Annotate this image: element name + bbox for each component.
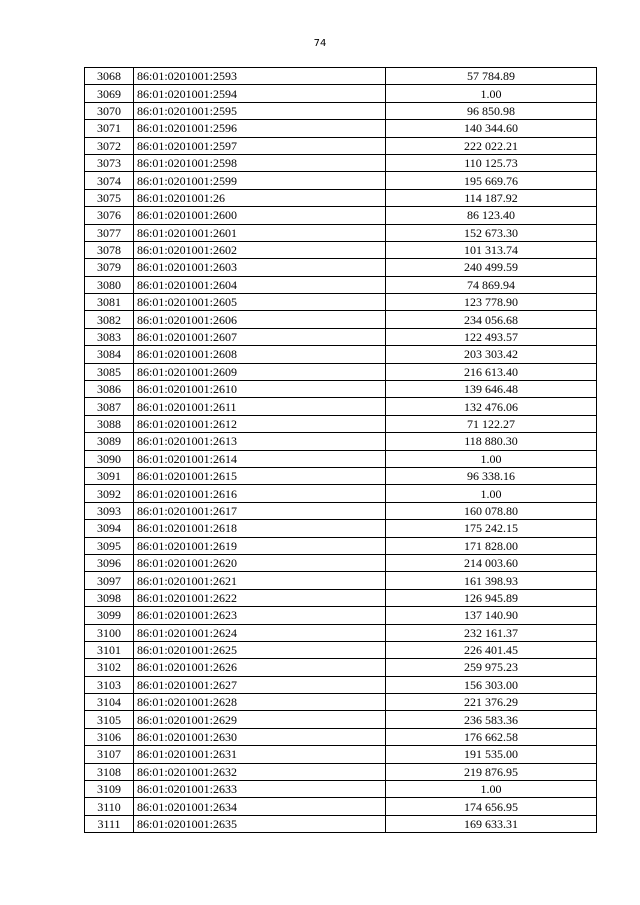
table-row: [85, 711, 597, 728]
cadastral-value: 226 401.45: [386, 641, 597, 658]
table-row: [85, 68, 597, 85]
table-row: [85, 154, 597, 171]
cadastral-value: 1.00: [386, 450, 597, 467]
cadastral-number: 86:01:0201001:2596: [134, 120, 386, 137]
cadastral-number: 86:01:0201001:2593: [134, 68, 386, 85]
table-row: [85, 450, 597, 467]
row-number: 3107: [85, 746, 134, 763]
row-number: 3099: [85, 607, 134, 624]
cadastral-number: 86:01:0201001:2632: [134, 763, 386, 780]
cadastral-value: 140 344.60: [386, 120, 597, 137]
table-row: [85, 433, 597, 450]
table-row: [85, 485, 597, 502]
cadastral-number: 86:01:0201001:2608: [134, 346, 386, 363]
table-row: [85, 554, 597, 571]
cadastral-value: 152 673.30: [386, 224, 597, 241]
cadastral-value: 1.00: [386, 485, 597, 502]
cadastral-number: 86:01:0201001:2634: [134, 798, 386, 815]
row-number: 3095: [85, 537, 134, 554]
cadastral-value: 110 125.73: [386, 154, 597, 171]
cadastral-value: 139 646.48: [386, 381, 597, 398]
row-number: 3098: [85, 589, 134, 606]
table-row: [85, 589, 597, 606]
table-row: [85, 467, 597, 484]
row-number: 3105: [85, 711, 134, 728]
cadastral-number: 86:01:0201001:2600: [134, 207, 386, 224]
cadastral-number: 86:01:0201001:2594: [134, 85, 386, 102]
row-number: 3083: [85, 328, 134, 345]
row-number: 3085: [85, 363, 134, 380]
cadastral-number: 86:01:0201001:2628: [134, 694, 386, 711]
cadastral-value: 195 669.76: [386, 172, 597, 189]
cadastral-number: 86:01:0201001:26: [134, 189, 386, 206]
cadastral-number: 86:01:0201001:2624: [134, 624, 386, 641]
row-number: 3074: [85, 172, 134, 189]
table-row: [85, 572, 597, 589]
table-row: [85, 346, 597, 363]
row-number: 3097: [85, 572, 134, 589]
cadastral-number: 86:01:0201001:2622: [134, 589, 386, 606]
cadastral-number: 86:01:0201001:2614: [134, 450, 386, 467]
cadastral-value: 122 493.57: [386, 328, 597, 345]
row-number: 3073: [85, 154, 134, 171]
cadastral-value: 216 613.40: [386, 363, 597, 380]
row-number: 3109: [85, 781, 134, 798]
cadastral-value: 132 476.06: [386, 398, 597, 415]
cadastral-value: 71 122.27: [386, 415, 597, 432]
row-number: 3091: [85, 467, 134, 484]
cadastral-number: 86:01:0201001:2635: [134, 815, 386, 832]
row-number: 3071: [85, 120, 134, 137]
cadastral-value: 191 535.00: [386, 746, 597, 763]
cadastral-value: 96 338.16: [386, 467, 597, 484]
table-row: [85, 85, 597, 102]
cadastral-number: 86:01:0201001:2609: [134, 363, 386, 380]
table-row: [85, 328, 597, 345]
cadastral-value-table: [84, 67, 597, 833]
row-number: 3082: [85, 311, 134, 328]
table-row: [85, 415, 597, 432]
cadastral-value: 169 633.31: [386, 815, 597, 832]
cadastral-value: 240 499.59: [386, 259, 597, 276]
row-number: 3106: [85, 728, 134, 745]
table-row: [85, 398, 597, 415]
cadastral-number: 86:01:0201001:2595: [134, 102, 386, 119]
row-number: 3072: [85, 137, 134, 154]
table-row: [85, 659, 597, 676]
row-number: 3090: [85, 450, 134, 467]
cadastral-value: 160 078.80: [386, 502, 597, 519]
row-number: 3110: [85, 798, 134, 815]
cadastral-number: 86:01:0201001:2606: [134, 311, 386, 328]
table-row: [85, 311, 597, 328]
table-row: [85, 189, 597, 206]
cadastral-value: 222 022.21: [386, 137, 597, 154]
cadastral-number: 86:01:0201001:2619: [134, 537, 386, 554]
row-number: 3079: [85, 259, 134, 276]
cadastral-number: 86:01:0201001:2626: [134, 659, 386, 676]
table-row: [85, 624, 597, 641]
row-number: 3087: [85, 398, 134, 415]
cadastral-number: 86:01:0201001:2598: [134, 154, 386, 171]
cadastral-number: 86:01:0201001:2615: [134, 467, 386, 484]
row-number: 3075: [85, 189, 134, 206]
row-number: 3088: [85, 415, 134, 432]
cadastral-value: 101 313.74: [386, 241, 597, 258]
cadastral-value: 1.00: [386, 85, 597, 102]
table-row: [85, 676, 597, 693]
cadastral-value: 57 784.89: [386, 68, 597, 85]
row-number: 3100: [85, 624, 134, 641]
row-number: 3092: [85, 485, 134, 502]
cadastral-value: 171 828.00: [386, 537, 597, 554]
cadastral-number: 86:01:0201001:2599: [134, 172, 386, 189]
table-row: [85, 276, 597, 293]
cadastral-value: 175 242.15: [386, 520, 597, 537]
cadastral-value: 174 656.95: [386, 798, 597, 815]
row-number: 3096: [85, 554, 134, 571]
row-number: 3108: [85, 763, 134, 780]
cadastral-value: 96 850.98: [386, 102, 597, 119]
cadastral-value: 74 869.94: [386, 276, 597, 293]
row-number: 3069: [85, 85, 134, 102]
cadastral-value: 114 187.92: [386, 189, 597, 206]
cadastral-number: 86:01:0201001:2611: [134, 398, 386, 415]
table-row: [85, 502, 597, 519]
table-row: [85, 641, 597, 658]
row-number: 3102: [85, 659, 134, 676]
row-number: 3089: [85, 433, 134, 450]
cadastral-value: 118 880.30: [386, 433, 597, 450]
row-number: 3081: [85, 294, 134, 311]
cadastral-number: 86:01:0201001:2610: [134, 381, 386, 398]
cadastral-number: 86:01:0201001:2630: [134, 728, 386, 745]
cadastral-number: 86:01:0201001:2625: [134, 641, 386, 658]
row-number: 3084: [85, 346, 134, 363]
table-row: [85, 224, 597, 241]
cadastral-number: 86:01:0201001:2604: [134, 276, 386, 293]
cadastral-value: 161 398.93: [386, 572, 597, 589]
table-row: [85, 120, 597, 137]
cadastral-number: 86:01:0201001:2620: [134, 554, 386, 571]
page-number: 74: [313, 38, 327, 49]
cadastral-number: 86:01:0201001:2621: [134, 572, 386, 589]
cadastral-number: 86:01:0201001:2601: [134, 224, 386, 241]
cadastral-value: 126 945.89: [386, 589, 597, 606]
cadastral-value: 203 303.42: [386, 346, 597, 363]
cadastral-value: 137 140.90: [386, 607, 597, 624]
table-row: [85, 607, 597, 624]
table-row: [85, 798, 597, 815]
table-row: [85, 241, 597, 258]
row-number: 3101: [85, 641, 134, 658]
row-number: 3111: [85, 815, 134, 832]
row-number: 3070: [85, 102, 134, 119]
row-number: 3104: [85, 694, 134, 711]
cadastral-number: 86:01:0201001:2629: [134, 711, 386, 728]
table-body: [85, 68, 597, 833]
cadastral-value: 156 303.00: [386, 676, 597, 693]
cadastral-number: 86:01:0201001:2616: [134, 485, 386, 502]
table-row: [85, 207, 597, 224]
cadastral-value: 1.00: [386, 781, 597, 798]
row-number: 3080: [85, 276, 134, 293]
table-row: [85, 102, 597, 119]
cadastral-number: 86:01:0201001:2623: [134, 607, 386, 624]
cadastral-number: 86:01:0201001:2617: [134, 502, 386, 519]
table-row: [85, 746, 597, 763]
cadastral-number: 86:01:0201001:2597: [134, 137, 386, 154]
cadastral-value: 86 123.40: [386, 207, 597, 224]
cadastral-number: 86:01:0201001:2613: [134, 433, 386, 450]
table-row: [85, 137, 597, 154]
table-row: [85, 363, 597, 380]
cadastral-number: 86:01:0201001:2618: [134, 520, 386, 537]
cadastral-value: 219 876.95: [386, 763, 597, 780]
row-number: 3103: [85, 676, 134, 693]
table-row: [85, 381, 597, 398]
cadastral-value: 176 662.58: [386, 728, 597, 745]
row-number: 3077: [85, 224, 134, 241]
table-row: [85, 728, 597, 745]
row-number: 3078: [85, 241, 134, 258]
row-number: 3068: [85, 68, 134, 85]
table-row: [85, 172, 597, 189]
cadastral-number: 86:01:0201001:2607: [134, 328, 386, 345]
row-number: 3076: [85, 207, 134, 224]
row-number: 3093: [85, 502, 134, 519]
table-row: [85, 294, 597, 311]
cadastral-number: 86:01:0201001:2605: [134, 294, 386, 311]
cadastral-value: 236 583.36: [386, 711, 597, 728]
table-row: [85, 694, 597, 711]
cadastral-number: 86:01:0201001:2631: [134, 746, 386, 763]
cadastral-number: 86:01:0201001:2602: [134, 241, 386, 258]
table-row: [85, 763, 597, 780]
table-row: [85, 259, 597, 276]
cadastral-value: 232 161.37: [386, 624, 597, 641]
cadastral-number: 86:01:0201001:2627: [134, 676, 386, 693]
cadastral-value: 214 003.60: [386, 554, 597, 571]
cadastral-number: 86:01:0201001:2603: [134, 259, 386, 276]
row-number: 3086: [85, 381, 134, 398]
cadastral-value: 221 376.29: [386, 694, 597, 711]
cadastral-number: 86:01:0201001:2612: [134, 415, 386, 432]
cadastral-value: 259 975.23: [386, 659, 597, 676]
table-row: [85, 781, 597, 798]
table-row: [85, 520, 597, 537]
cadastral-value: 123 778.90: [386, 294, 597, 311]
cadastral-number: 86:01:0201001:2633: [134, 781, 386, 798]
table-row: [85, 815, 597, 832]
table-row: [85, 537, 597, 554]
cadastral-value: 234 056.68: [386, 311, 597, 328]
row-number: 3094: [85, 520, 134, 537]
